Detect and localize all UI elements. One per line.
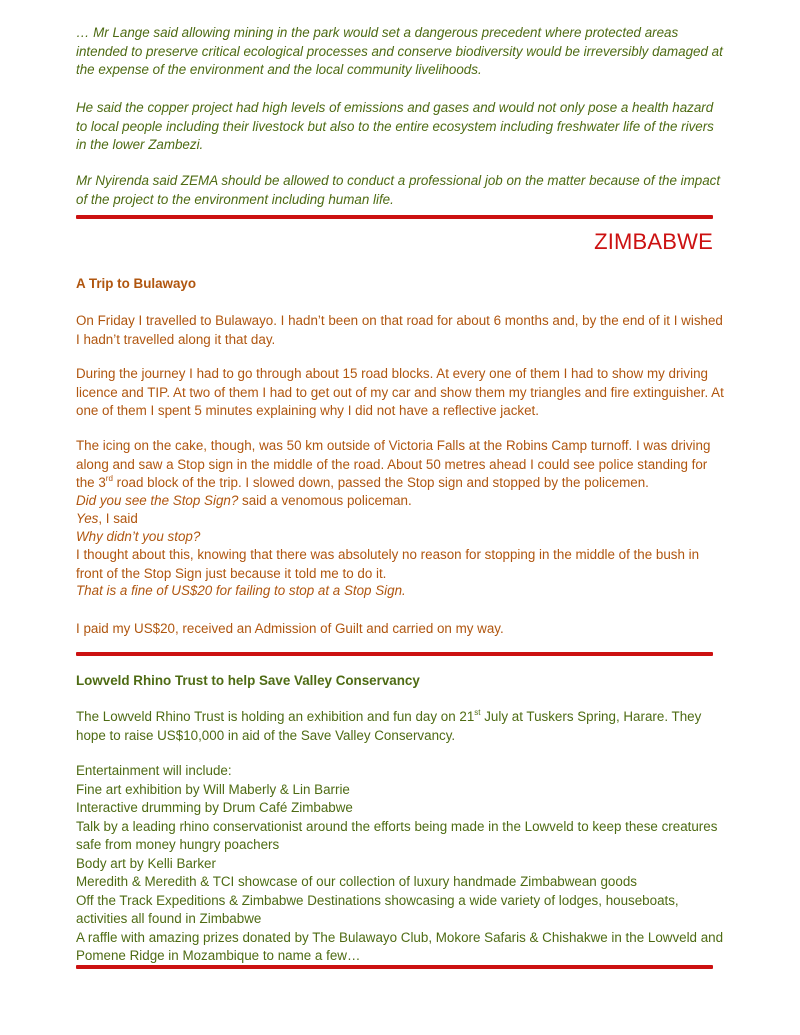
article1-paragraph-3 (76, 437, 726, 493)
list-item: Body art by Kelli Barker (76, 855, 216, 871)
article1-paragraph-3-text-a: The icing on the cake, though, was 50 km outside of Victoria Falls at the Robins Camp turnoff. I was driving along and saw a Stop sign in the middle of the road. About 50 metres ahead I could see police standing for the 3 (76, 438, 711, 490)
entertainment-list (76, 762, 726, 966)
article1-paragraph-5: I paid my US$20, received an Admission of Guilt and carried on my way. (76, 621, 504, 636)
policeman-question-1: Did you see the Stop Sign? (76, 493, 239, 508)
dialogue-line-1 (76, 492, 726, 511)
section-heading-zimbabwe: ZIMBABWE (594, 229, 713, 254)
section-divider-1 (76, 215, 713, 219)
article2-paragraph-1-text-b: July at Tuskers Spring, Harare. They hope to raise US$10,000 in aid of the Save Valley Conservancy. (76, 709, 702, 743)
policeman-question-2: Why didn’t you stop? (76, 529, 201, 544)
list-item: A raffle with amazing prizes donated by The Bulawayo Club, Mokore Safaris & Chishakwe in the Lowveld and Pomene Ridge in Mozambique to name a few… (76, 929, 724, 963)
dialogue-line-2 (76, 510, 726, 529)
dialogue-line-1-tail: said a venomous policeman. (238, 493, 412, 508)
dialogue-line-2-tail: , I said (98, 511, 138, 526)
article1-paragraph-1: On Friday I travelled to Bulawayo. I hadn’t been on that road for about 6 months and, by the end of it I wished I hadn’t travelled along it that day. (76, 313, 723, 347)
list-item: Off the Track Expeditions & Zimbabwe Destinations showcasing a wide variety of lodges, houseboats, activities all found in Zimbabwe (76, 892, 679, 926)
list-item: Interactive drumming by Drum Café Zimbabwe (76, 800, 353, 815)
intro-paragraph-3: Mr Nyirenda said ZEMA should be allowed to conduct a professional job on the matter because of the impact of the project to the environment including human life. (76, 173, 721, 207)
section-divider-2 (76, 652, 713, 656)
author-answer-1: Yes (76, 511, 99, 526)
article1-paragraph-4: I thought about this, knowing that there was absolutely no reason for stopping in the middle of the bush in front of the Stop Sign just because it told me to do it. (76, 547, 700, 581)
list-item: Talk by a leading rhino conservationist around the efforts being made in the Lowveld to keep these creatures safe from money hungry poachers (76, 818, 718, 852)
list-item: Fine art exhibition by Will Maberly & Lin Barrie (76, 781, 350, 797)
article-title-trip-to-bulawayo: A Trip to Bulawayo (76, 276, 197, 291)
article2-paragraph-1 (76, 708, 726, 745)
list-item: Meredith & Meredith & TCI showcase of our collection of luxury handmade Zimbabwean goods (76, 874, 637, 889)
policeman-statement-fine: That is a fine of US$20 for failing to stop at a Stop Sign. (76, 583, 406, 598)
article1-paragraph-2: During the journey I had to go through about 15 road blocks. At every one of them I had to show my driving licence and TIP. At two of them I had to get out of my car and show them my triangles and fire extinguisher. At one of them I spent 5 minutes explaining why I did not have a reflective jacket. (76, 366, 724, 418)
intro-paragraph-1: … Mr Lange said allowing mining in the park would set a dangerous precedent where protected areas intended to preserve critical ecological processes and conserve biodiversity would be irreversibly damaged at the expense of the environment and the local community livelihoods. (76, 25, 723, 77)
article-title-lowveld-rhino-trust: Lowveld Rhino Trust to help Save Valley Conservancy (76, 673, 420, 688)
section-divider-3 (76, 965, 713, 969)
article1-paragraph-3-text-b: road block of the trip. I slowed down, passed the Stop sign and stopped by the policemen. (112, 475, 649, 490)
ordinal-suffix: rd (105, 473, 113, 483)
article2-paragraph-1-text-a: The Lowveld Rhino Trust is holding an exhibition and fun day on 21 (76, 709, 475, 724)
ordinal-suffix: st (474, 707, 481, 717)
intro-paragraph-2: He said the copper project had high levels of emissions and gases and would not only pose a health hazard to local people including their livestock but also to the entire ecosystem including freshwater life of the rivers in the lower Zambezi. (76, 100, 714, 152)
entertainment-list-intro: Entertainment will include: (76, 763, 232, 778)
